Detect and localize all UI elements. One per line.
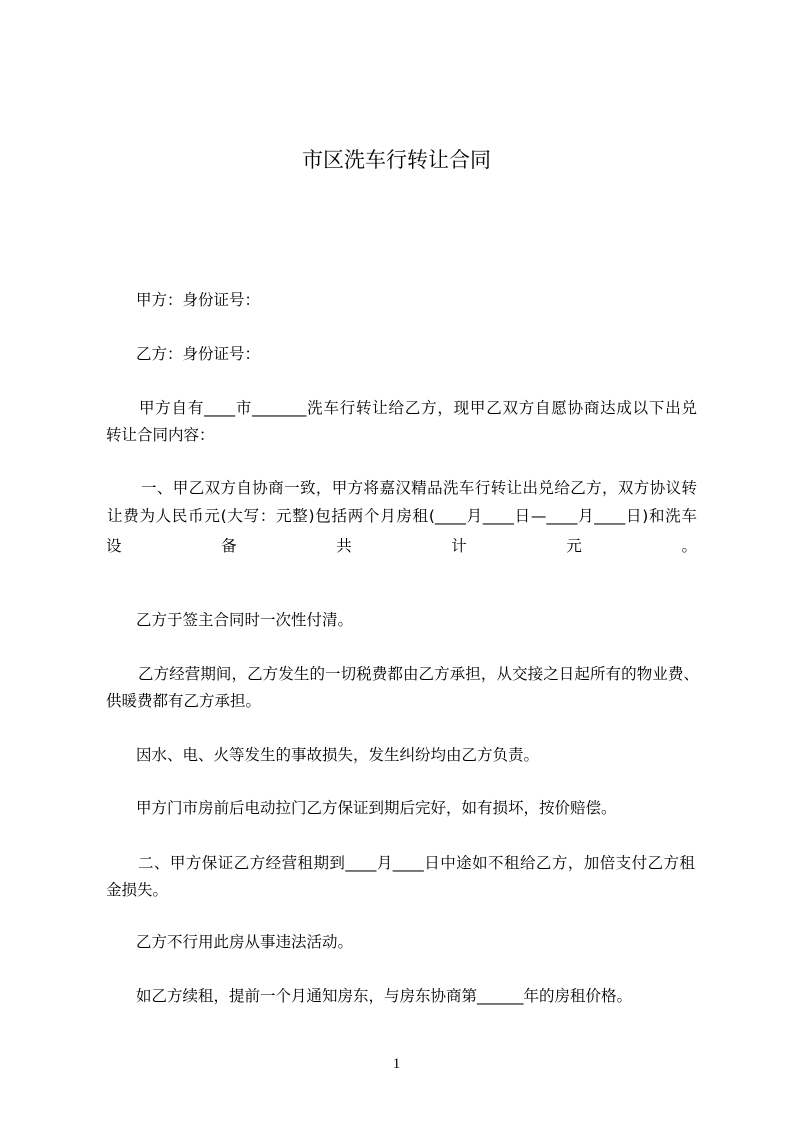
tax-line-2: 供暖费都有乙方承担。 (106, 692, 262, 710)
party-a-line: 甲方：身份证号： (136, 291, 261, 309)
renew-line: 如乙方续租，提前一个月通知房东，与房东协商第______年的房租价格。 (136, 987, 633, 1005)
spread-char: 计 (451, 537, 467, 555)
document-title: 市区洗车行转让合同 (302, 148, 491, 172)
payment-line: 乙方于签主合同时一次性付清。 (136, 611, 354, 629)
clause2-line-1: 二、甲方保证乙方经营租期到____月____日中途如不租给乙方，加倍支付乙方租 (138, 854, 695, 872)
spread-char: 元 (566, 537, 582, 555)
spread-char: 备 (221, 537, 237, 555)
page-number: 1 (392, 1056, 401, 1072)
door-line: 甲方门市房前后电动拉门乙方保证到期后完好，如有损坏，按价赔偿。 (136, 799, 617, 817)
accident-line: 因水、电、火等发生的事故损失，发生纠纷均由乙方负责。 (136, 746, 540, 764)
spread-char: 共 (336, 537, 352, 555)
spread-char: 。 (681, 537, 697, 555)
tax-line-1: 乙方经营期间，乙方发生的一切税费都由乙方承担，从交接之日起所有的物业费、 (138, 665, 699, 683)
intro-line-1: 甲方自有____市_______洗车行转让给乙方，现甲乙双方自愿协商达成以下出兑 (139, 399, 697, 417)
clause1-line-1: 一、甲乙双方自协商一致，甲方将嘉汉精品洗车行转让出兑给乙方，双方协议转 (141, 479, 697, 497)
intro-line-2: 转让合同内容： (106, 426, 215, 444)
spread-char: 设 (106, 537, 122, 555)
clause2-line-2: 金损失。 (106, 881, 169, 899)
clause1-line-3 (106, 534, 697, 556)
clause1-line-2: 让费为人民币元(大写：元整)包括两个月房租(____月____日—____月____日)和洗车 (107, 507, 697, 525)
party-b-line: 乙方：身份证号： (136, 345, 261, 363)
illegal-line: 乙方不行用此房从事违法活动。 (136, 933, 354, 951)
